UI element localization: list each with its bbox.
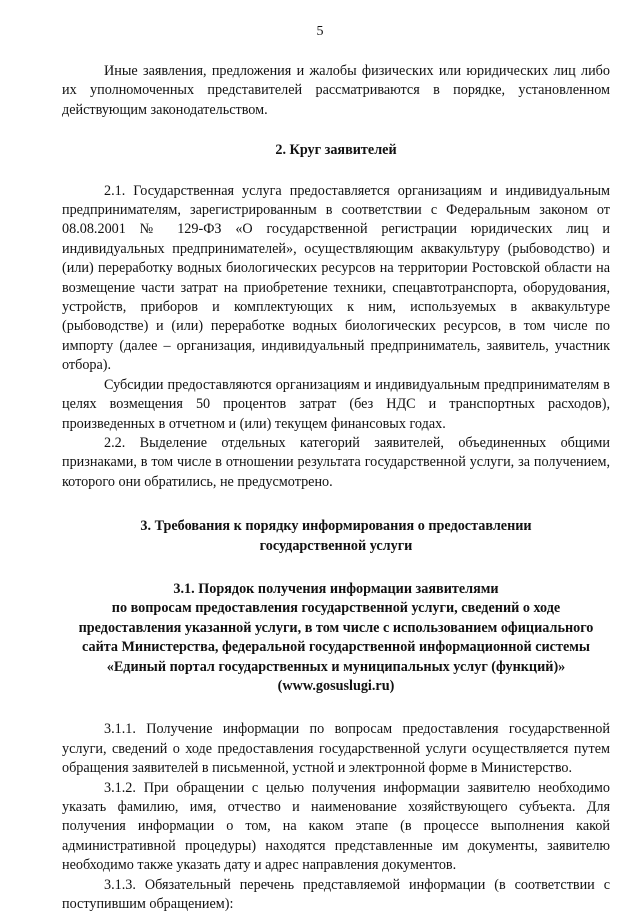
intro-paragraph: Иные заявления, предложения и жалобы физических или юридических лиц либо их уполномоченных представителей рассматриваются в порядке, установленном действующим законодательством. xyxy=(62,63,610,118)
paragraph-3-1-2: 3.1.2. При обращении с целью получения информации заявителю необходимо указать фамилию, имя, отчество и наименование хозяйствующего субъекта. Для получения информации о том, на каком этапе (в процессе выполнения какой административной процедуры) находятся представленные им документы, заявителю необходимо также указать дату и адрес направления документов. xyxy=(62,779,610,874)
paragraph-3-1-3: 3.1.3. Обязательный перечень представляемой информации (в соответствии с поступившим обращением): xyxy=(62,876,610,913)
subsection-heading-line: предоставления указанной услуги, в том числе с использованием официального xyxy=(78,619,594,636)
page-number: 5 xyxy=(316,24,324,39)
subsection-heading-line: сайта Министерства, федеральной государственной информационной системы xyxy=(82,639,590,656)
subsection-3-1-heading xyxy=(62,580,610,696)
paragraph-2-1: 2.1. Государственная услуга предоставляется организациям и индивидуальным предпринимателям, зарегистрированным в соответствии с Федеральным законом от 08.08.2001 № 129-ФЗ «О государственной регистрации юридических лиц и индивидуальных предпринимателей», осуществляющим аквакультуру (рыбоводство) и (или) переработку водных биологических ресурсов на территории Ростовской области на возмещение части затрат на приобретение техники, спецавтотранспорта, оборудования, устройств, приборов и комплектующих к ним, используемых в аквакультуре (рыбоводстве) и (или) переработке водных биологических ресурсов, в том числе по импорту (далее – организация, индивидуальный предприниматель, заявитель, участник отбора). xyxy=(62,182,610,374)
section-3-heading xyxy=(62,517,610,556)
subsection-heading-line: по вопросам предоставления государственной услуги, сведений о ходе xyxy=(111,600,561,617)
paragraph-3-1-1: 3.1.1. Получение информации по вопросам предоставления государственной услуги, сведений о ходе предоставления государственной услуги осуществляется путем обращения заявителей в письменной, устной и электронной форме в Министерство. xyxy=(62,721,610,777)
paragraph-subsidies: Субсидии предоставляются организациям и индивидуальным предпринимателям в целях возмещения 50 процентов затрат (без НДС и транспортных расходов), произведенных в отчетном и (или) текущем финансовых годах. xyxy=(62,376,610,432)
paragraph-2-2: 2.2. Выделение отдельных категорий заявителей, объединенных общими признаками, в том числе в отношении результата государственной услуги, за получением, которого они обратились, не предусмотрено. xyxy=(62,434,610,490)
subsection-heading-line: «Единый портал государственных и муниципальных услуг (функций)» xyxy=(106,658,566,675)
document-body xyxy=(62,62,610,914)
section-3-heading-line-2: государственной услуги xyxy=(259,537,413,554)
subsection-heading-line: 3.1. Порядок получения информации заявителями xyxy=(173,580,499,597)
section-3-heading-line-1: 3. Требования к порядку информирования о предоставлении xyxy=(140,518,532,535)
section-2-heading: 2. Круг заявителей xyxy=(275,142,397,159)
subsection-heading-line: (www.gosuslugi.ru) xyxy=(277,677,395,694)
